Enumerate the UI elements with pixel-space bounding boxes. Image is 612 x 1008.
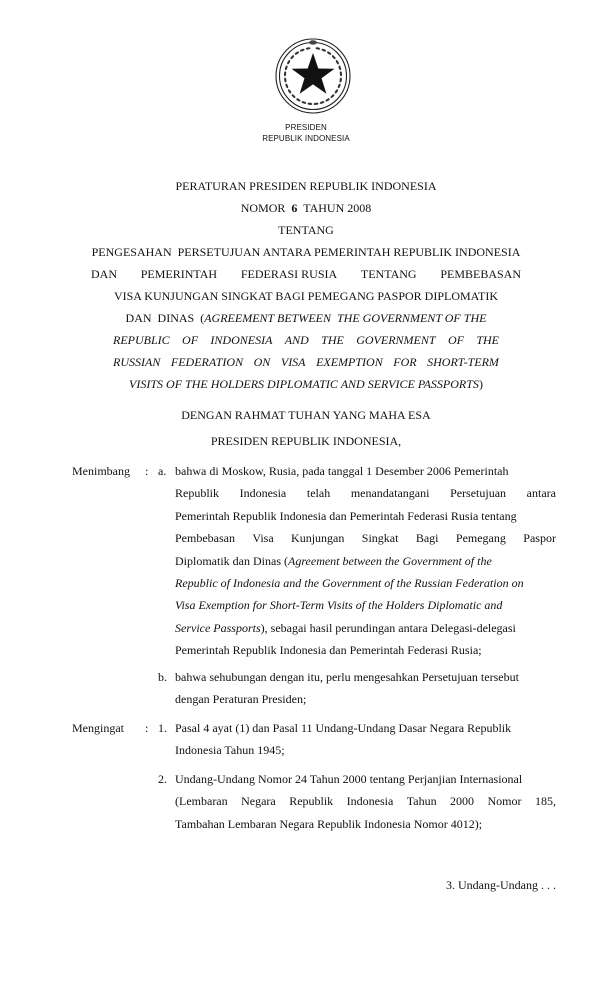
laurel-leaf xyxy=(291,94,296,99)
laurel-leaf xyxy=(315,47,320,50)
laurel-leaf xyxy=(331,55,336,60)
laurel-leaf xyxy=(296,98,301,102)
mengingat-2-marker: 2. xyxy=(158,772,167,786)
nomor-value: 6 xyxy=(291,201,298,215)
caption-republik-indonesia: REPUBLIK INDONESIA xyxy=(262,133,350,143)
regulation-number xyxy=(60,197,552,219)
menimbang-a-marker: a. xyxy=(158,464,167,478)
laurel-leaf xyxy=(290,55,295,60)
subject-line-6: RUSSIAN FEDERATION ON VISA EXEMPTION FOR SHORT-TERM xyxy=(113,355,499,369)
laurel-leaf xyxy=(307,102,312,105)
emblem-caption xyxy=(0,123,612,144)
laurel-leaf xyxy=(339,77,342,82)
laurel-leaf xyxy=(327,51,332,56)
regulation-heading xyxy=(60,175,552,395)
laurel-leaf xyxy=(334,89,338,94)
subject-line-1: PENGESAHAN PERSETUJUAN ANTARA PEMERINTAH REPUBLIK INDONESIA xyxy=(91,245,521,259)
laurel-leaf xyxy=(284,77,287,82)
menimbang-a-text: bahwa di Moskow, Rusia, pada tanggal 1 Desember 2006 Pemerintah Republik Indonesia telah menandatangani Persetujuan antara Pemerintah Republik Indonesia dan Pemerintah Federasi Rusia tentang Pembebasan Visa Kunjungan Singkat Bagi Pemegang Paspor Diplomatik dan Dinas (Agreement between the Government of the Republic of Indonesia and the Government of the Russian Federation on Visa Exemption for Short-Term Visits of the Holders Diplomatic and Service Passports), sebagai hasil perundingan antara Delegasi-delegasi Pemerintah Republik Indonesia dan Pemerintah Federasi Rusia; xyxy=(175,464,556,658)
subject-line-5: REPUBLIC OF INDONESIA AND THE GOVERNMENT OF THE xyxy=(113,333,499,347)
laurel-leaf xyxy=(294,51,299,56)
laurel-leaf xyxy=(340,71,343,76)
preamble-line-1: DENGAN RAHMAT TUHAN YANG MAHA ESA xyxy=(181,408,431,422)
mengingat-1-marker: 1. xyxy=(158,721,167,735)
laurel-leaf xyxy=(287,89,291,94)
subject-line-4: DAN DINAS (AGREEMENT BETWEEN THE GOVERNMENT OF THE xyxy=(125,311,487,325)
subject-line-7: VISITS OF THE HOLDERS DIPLOMATIC AND SERVICE PASSPORTS) xyxy=(129,377,483,391)
laurel-leaf xyxy=(284,71,287,76)
laurel-leaf xyxy=(330,94,335,99)
laurel-leaf xyxy=(319,101,324,105)
laurel-leaf xyxy=(321,48,326,52)
regulation-title: PERATURAN PRESIDEN REPUBLIK INDONESIA xyxy=(175,179,437,193)
menimbang-label: Menimbang xyxy=(72,464,130,478)
laurel-leaf xyxy=(338,65,342,70)
mengingat-1-text: Pasal 4 ayat (1) dan Pasal 11 Undang-Undang Dasar Negara Republik Indonesia Tahun 1945; xyxy=(175,721,512,758)
laurel-leaf xyxy=(301,101,306,105)
subject-line-2: DAN PEMERINTAH FEDERASI RUSIA TENTANG PEMBEBASAN xyxy=(91,267,521,281)
menimbang-b-text: bahwa sehubungan dengan itu, perlu mengesahkan Persetujuan tersebut dengan Peraturan Presiden; xyxy=(175,670,519,707)
laurel-leaf xyxy=(284,65,288,70)
next-page-continuation: 3. Undang-Undang . . . xyxy=(446,878,556,892)
menimbang-b-marker: b. xyxy=(158,670,167,684)
mengingat-label: Mengingat xyxy=(72,721,124,735)
tentang-label: TENTANG xyxy=(278,223,334,237)
caption-presiden: PRESIDEN xyxy=(285,123,327,132)
nomor-prefix: NOMOR xyxy=(240,201,286,215)
laurel-leaf xyxy=(300,48,305,52)
preamble-line-2: PRESIDEN REPUBLIK INDONESIA, xyxy=(210,434,402,448)
laurel-leaf xyxy=(285,83,289,88)
laurel-leaf xyxy=(314,102,319,105)
mengingat-colon: : xyxy=(145,721,149,735)
nomor-suffix: TAHUN 2008 xyxy=(303,201,372,215)
laurel-leaf xyxy=(337,83,341,88)
menimbang-colon: : xyxy=(145,464,149,478)
mengingat-2-text: Undang-Undang Nomor 24 Tahun 2000 tentang Perjanjian Internasional (Lembaran Negara Republik Indonesia Tahun 2000 Nomor 185, Tambahan Lembaran Negara Republik Indonesia Nomor 4012); xyxy=(175,772,556,831)
laurel-leaf xyxy=(335,60,339,65)
laurel-leaf xyxy=(325,98,330,102)
subject-line-3: VISA KUNJUNGAN SINGKAT BAGI PEMEGANG PASPOR DIPLOMATIK xyxy=(113,289,499,303)
garuda-star-emblem-icon xyxy=(273,36,353,116)
laurel-leaf xyxy=(306,47,311,50)
laurel-leaf xyxy=(287,60,291,65)
